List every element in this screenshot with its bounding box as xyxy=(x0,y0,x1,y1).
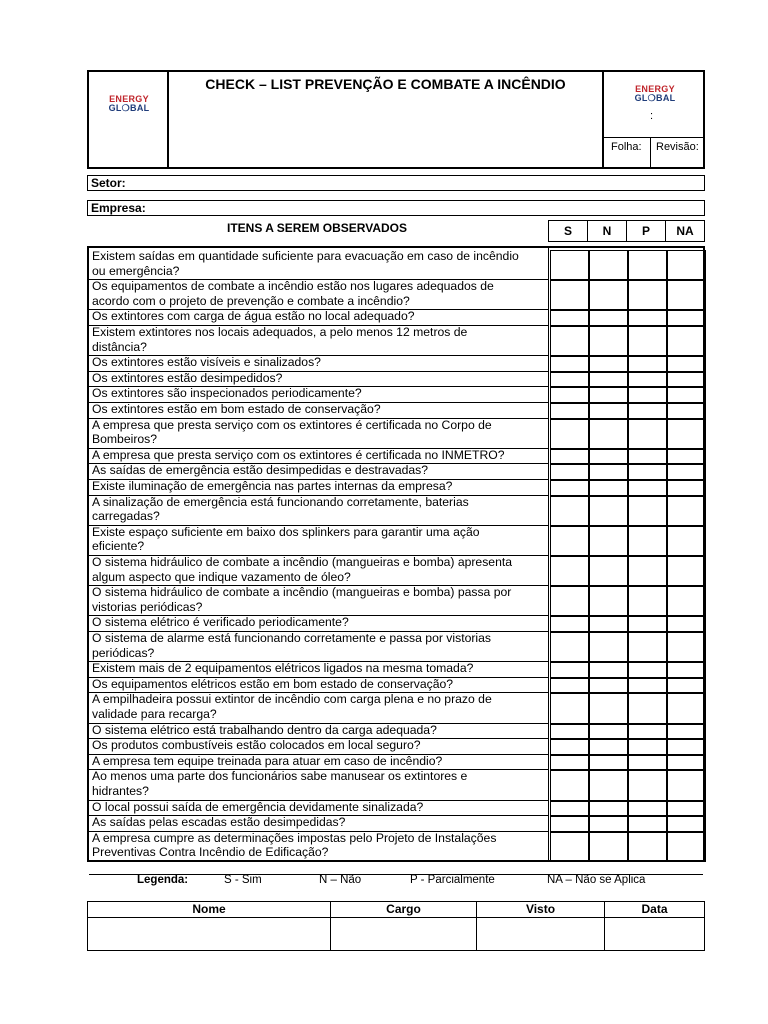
checkbox-s[interactable] xyxy=(550,250,589,280)
checkbox-na[interactable] xyxy=(667,356,706,372)
checkbox-p[interactable] xyxy=(628,419,667,449)
checkbox-p[interactable] xyxy=(628,616,667,632)
checkbox-s[interactable] xyxy=(550,387,589,403)
row-text-line: A sinalização de emergência está funcionando corretamente, baterias xyxy=(92,494,469,509)
checkbox-n[interactable] xyxy=(589,372,628,388)
checkbox-n[interactable] xyxy=(589,464,628,480)
checkbox-p[interactable] xyxy=(628,678,667,694)
table-row xyxy=(89,616,703,632)
checkbox-n[interactable] xyxy=(589,449,628,465)
row-text-line: validade para recarga? xyxy=(92,706,217,721)
row-text-line: Existem mais de 2 equipamentos elétricos ligados na mesma tomada? xyxy=(92,661,474,676)
checkbox-p[interactable] xyxy=(628,356,667,372)
checkbox-p[interactable] xyxy=(628,496,667,526)
checkbox-n[interactable] xyxy=(589,586,628,616)
table-row xyxy=(89,739,703,755)
row-text-line: Os extintores estão visíveis e sinalizados? xyxy=(92,355,321,370)
checkbox-na[interactable] xyxy=(667,387,706,403)
checkbox-n[interactable] xyxy=(589,419,628,449)
row-text-line: Os produtos combustíveis estão colocados em local seguro? xyxy=(92,738,421,753)
checkbox-na[interactable] xyxy=(667,310,706,326)
checkbox-na[interactable] xyxy=(667,419,706,449)
signature-cargo-field[interactable] xyxy=(332,919,475,949)
items-header: ITENS A SEREM OBSERVADOS xyxy=(226,221,408,235)
table-row xyxy=(89,586,703,616)
checkbox-na[interactable] xyxy=(667,678,706,694)
checkbox-n[interactable] xyxy=(589,724,628,740)
checkbox-p[interactable] xyxy=(628,464,667,480)
checkbox-p[interactable] xyxy=(628,724,667,740)
checkbox-p[interactable] xyxy=(628,526,667,556)
signature-visto-header: Visto xyxy=(525,902,556,916)
checkbox-na[interactable] xyxy=(667,556,706,586)
checkbox-s[interactable] xyxy=(550,310,589,326)
row-text-line: A empresa cumpre as determinações impostas pelo Projeto de Instalações xyxy=(92,830,497,845)
checkbox-n[interactable] xyxy=(589,693,628,723)
table-row xyxy=(89,770,703,800)
row-text-line: A empresa que presta serviço com os extintores é certificada no INMETRO? xyxy=(92,447,505,462)
checkbox-s[interactable] xyxy=(550,801,589,817)
checkbox-s[interactable] xyxy=(550,816,589,832)
row-text-line: periódicas? xyxy=(92,645,155,660)
table-row xyxy=(89,832,703,862)
checkbox-na[interactable] xyxy=(667,464,706,480)
table-row xyxy=(89,387,703,403)
legend-n: N – Não xyxy=(319,874,362,886)
checkbox-na[interactable] xyxy=(667,496,706,526)
checkbox-n[interactable] xyxy=(589,280,628,310)
header-n-cell: N xyxy=(587,220,627,242)
checkbox-p[interactable] xyxy=(628,662,667,678)
checkbox-p[interactable] xyxy=(628,832,667,862)
row-text-line: Existem saídas em quantidade suficiente para evacuação em caso de incêndio xyxy=(92,249,519,263)
page-title: CHECK – LIST PREVENÇÃO E COMBATE A INCÊNDIO xyxy=(205,76,566,92)
table-row xyxy=(89,816,703,832)
checkbox-n[interactable] xyxy=(589,356,628,372)
signature-data-field[interactable] xyxy=(606,919,703,949)
checkbox-n[interactable] xyxy=(589,739,628,755)
checkbox-na[interactable] xyxy=(667,724,706,740)
checkbox-s[interactable] xyxy=(550,403,589,419)
row-text-line: Os equipamentos de combate a incêndio estão nos lugares adequados de xyxy=(92,279,494,294)
checkbox-na[interactable] xyxy=(667,693,706,723)
signature-nome-header: Nome xyxy=(192,902,226,916)
table-row xyxy=(89,250,703,280)
company-logo-right: ENERGY GL❍BAL xyxy=(634,84,676,103)
checkbox-n[interactable] xyxy=(589,616,628,632)
row-text-line: O sistema hidráulico de combate a incêndio (mangueiras e bomba) apresenta xyxy=(92,555,513,569)
checkbox-s[interactable] xyxy=(550,356,589,372)
checkbox-n[interactable] xyxy=(589,387,628,403)
signature-visto-field[interactable] xyxy=(478,919,603,949)
table-row xyxy=(89,356,703,372)
checkbox-n[interactable] xyxy=(589,250,628,280)
legend-s: S - Sim xyxy=(224,874,262,886)
checkbox-n[interactable] xyxy=(589,755,628,771)
checkbox-s[interactable] xyxy=(550,770,589,800)
checkbox-s[interactable] xyxy=(550,739,589,755)
revisao-label: Revisão: xyxy=(656,141,699,153)
checkbox-s[interactable] xyxy=(550,526,589,556)
header-s-cell: S xyxy=(548,220,588,242)
legend-p: P - Parcialmente xyxy=(410,874,495,886)
checkbox-p[interactable] xyxy=(628,280,667,310)
checkbox-na[interactable] xyxy=(667,586,706,616)
checkbox-na[interactable] xyxy=(667,632,706,662)
table-row xyxy=(89,480,703,496)
row-text-line: A empresa que presta serviço com os extintores é certificada no Corpo de xyxy=(92,417,492,432)
row-text-line: O sistema hidráulico de combate a incêndio (mangueiras e bomba) passa por xyxy=(92,585,512,600)
table-row xyxy=(89,496,703,526)
table-row xyxy=(89,755,703,771)
signature-data-header: Data xyxy=(641,902,668,916)
checkbox-na[interactable] xyxy=(667,326,706,356)
row-text-line: As saídas de emergência estão desimpedidas e destravadas? xyxy=(92,463,429,478)
checkbox-p[interactable] xyxy=(628,387,667,403)
checkbox-s[interactable] xyxy=(550,496,589,526)
checkbox-na[interactable] xyxy=(667,801,706,817)
checkbox-s[interactable] xyxy=(550,832,589,862)
row-text-line: vistorias periódicas? xyxy=(92,599,203,614)
checkbox-n[interactable] xyxy=(589,678,628,694)
table-row xyxy=(89,419,703,449)
table-row xyxy=(89,526,703,556)
empresa-field[interactable] xyxy=(87,200,705,216)
row-text-line: Os extintores estão em bom estado de conservação? xyxy=(92,402,381,416)
checkbox-na[interactable] xyxy=(667,250,706,280)
row-text-line: Os extintores são inspecionados periodicamente? xyxy=(92,386,362,401)
checkbox-na[interactable] xyxy=(667,616,706,632)
table-row xyxy=(89,464,703,480)
legend-label: Legenda: xyxy=(137,874,189,886)
checkbox-p[interactable] xyxy=(628,801,667,817)
table-row xyxy=(89,678,703,694)
checkbox-na[interactable] xyxy=(667,372,706,388)
checkbox-s[interactable] xyxy=(550,616,589,632)
table-row xyxy=(89,662,703,678)
checkbox-n[interactable] xyxy=(589,770,628,800)
checkbox-s[interactable] xyxy=(550,419,589,449)
signature-table xyxy=(87,901,705,951)
checkbox-p[interactable] xyxy=(628,586,667,616)
checkbox-p[interactable] xyxy=(628,770,667,800)
folha-label: Folha: xyxy=(611,141,642,153)
checkbox-n[interactable] xyxy=(589,832,628,862)
checkbox-na[interactable] xyxy=(667,403,706,419)
row-text-line: O sistema elétrico está trabalhando dentro da carga adequada? xyxy=(92,722,437,737)
row-text-line: A empresa tem equipe treinada para atuar em caso de incêndio? xyxy=(92,753,443,768)
table-row xyxy=(89,310,703,326)
row-text-line: O local possui saída de emergência devidamente sinalizada? xyxy=(92,799,424,814)
checkbox-n[interactable] xyxy=(589,632,628,662)
checkbox-s[interactable] xyxy=(550,464,589,480)
checkbox-p[interactable] xyxy=(628,250,667,280)
checkbox-s[interactable] xyxy=(550,280,589,310)
row-text-line: distância? xyxy=(92,339,147,354)
checkbox-p[interactable] xyxy=(628,755,667,771)
checkbox-p[interactable] xyxy=(628,693,667,723)
checkbox-s[interactable] xyxy=(550,556,589,586)
row-text-line: eficiente? xyxy=(92,539,145,554)
checkbox-p[interactable] xyxy=(628,556,667,586)
header-na-cell: NA xyxy=(665,220,705,242)
table-row xyxy=(89,693,703,723)
checkbox-na[interactable] xyxy=(667,755,706,771)
row-text-line: Preventivas Contra Incêndio de Edificação? xyxy=(92,845,329,860)
signature-cargo-header: Cargo xyxy=(386,902,421,916)
checkbox-s[interactable] xyxy=(550,662,589,678)
row-text-line: Existe espaço suficiente em baixo dos splinkers para garantir uma ação xyxy=(92,524,480,539)
checkbox-na[interactable] xyxy=(667,832,706,862)
checkbox-p[interactable] xyxy=(628,739,667,755)
row-text-line: ou emergência? xyxy=(92,263,180,278)
row-text-line: As saídas pelas escadas estão desimpedidas? xyxy=(92,815,346,830)
row-text-line: Existe iluminação de emergência nas partes internas da empresa? xyxy=(92,479,453,493)
row-text-line: Os extintores com carga de água estão no local adequado? xyxy=(92,309,415,324)
checkbox-p[interactable] xyxy=(628,372,667,388)
checkbox-n[interactable] xyxy=(589,556,628,586)
signature-nome-field[interactable] xyxy=(89,919,329,949)
checkbox-p[interactable] xyxy=(628,480,667,496)
checkbox-s[interactable] xyxy=(550,372,589,388)
checkbox-n[interactable] xyxy=(589,496,628,526)
checkbox-p[interactable] xyxy=(628,816,667,832)
checkbox-p[interactable] xyxy=(628,310,667,326)
row-text-line: hidrantes? xyxy=(92,783,149,798)
checkbox-na[interactable] xyxy=(667,480,706,496)
checkbox-s[interactable] xyxy=(550,678,589,694)
company-logo-left: ENERGY GL❍BAL xyxy=(108,94,150,113)
checkbox-p[interactable] xyxy=(628,449,667,465)
checkbox-s[interactable] xyxy=(550,724,589,740)
items-table xyxy=(87,246,705,862)
checkbox-s[interactable] xyxy=(550,693,589,723)
table-row xyxy=(89,326,703,356)
setor-label: Setor: xyxy=(91,176,126,190)
checkbox-s[interactable] xyxy=(550,586,589,616)
checkbox-na[interactable] xyxy=(667,662,706,678)
row-text-line: O sistema elétrico é verificado periodicamente? xyxy=(92,615,349,630)
table-row xyxy=(89,556,703,586)
checkbox-na[interactable] xyxy=(667,526,706,556)
row-text-line: A empilhadeira possui extintor de incêndio com carga plena e no prazo de xyxy=(92,692,492,707)
checkbox-n[interactable] xyxy=(589,662,628,678)
row-text-line: O sistema de alarme está funcionando corretamente e passa por vistorias xyxy=(92,631,492,645)
row-text-line: acordo com o projeto de prevenção e combate a incêndio? xyxy=(92,293,410,308)
row-text-line: carregadas? xyxy=(92,509,160,524)
checkbox-p[interactable] xyxy=(628,403,667,419)
row-text-line: Ao menos uma parte dos funcionários sabe manusear os extintores e xyxy=(92,769,468,784)
checkbox-n[interactable] xyxy=(589,480,628,496)
header-p-cell: P xyxy=(626,220,666,242)
checkbox-na[interactable] xyxy=(667,739,706,755)
checkbox-s[interactable] xyxy=(550,755,589,771)
row-text-line: algum aspecto que indique vazamento de óleo? xyxy=(92,569,351,584)
checkbox-n[interactable] xyxy=(589,310,628,326)
checkbox-n[interactable] xyxy=(589,403,628,419)
row-text-line: Existem extintores nos locais adequados, a pelo menos 12 metros de xyxy=(92,325,468,339)
table-row xyxy=(89,632,703,662)
table-row xyxy=(89,403,703,419)
header-colon: : xyxy=(650,110,654,122)
table-row xyxy=(89,801,703,817)
row-text-line: Os extintores estão desimpedidos? xyxy=(92,370,283,385)
legend-na: NA – Não se Aplica xyxy=(547,874,646,886)
checkbox-na[interactable] xyxy=(667,770,706,800)
checkbox-na[interactable] xyxy=(667,449,706,465)
table-row xyxy=(89,280,703,310)
setor-field[interactable] xyxy=(87,175,705,191)
checkbox-s[interactable] xyxy=(550,632,589,662)
checkbox-n[interactable] xyxy=(589,526,628,556)
checkbox-n[interactable] xyxy=(589,816,628,832)
checkbox-s[interactable] xyxy=(550,480,589,496)
checkbox-n[interactable] xyxy=(589,326,628,356)
checkbox-s[interactable] xyxy=(550,326,589,356)
checkbox-na[interactable] xyxy=(667,280,706,310)
checkbox-p[interactable] xyxy=(628,326,667,356)
table-row xyxy=(89,724,703,740)
row-text-line: Bombeiros? xyxy=(92,432,158,447)
checkbox-na[interactable] xyxy=(667,816,706,832)
checkbox-p[interactable] xyxy=(628,632,667,662)
empresa-label: Empresa: xyxy=(91,201,146,215)
checkbox-n[interactable] xyxy=(589,801,628,817)
checkbox-s[interactable] xyxy=(550,449,589,465)
table-row xyxy=(89,372,703,388)
row-text-line: Os equipamentos elétricos estão em bom estado de conservação? xyxy=(92,676,454,691)
table-row xyxy=(89,449,703,465)
